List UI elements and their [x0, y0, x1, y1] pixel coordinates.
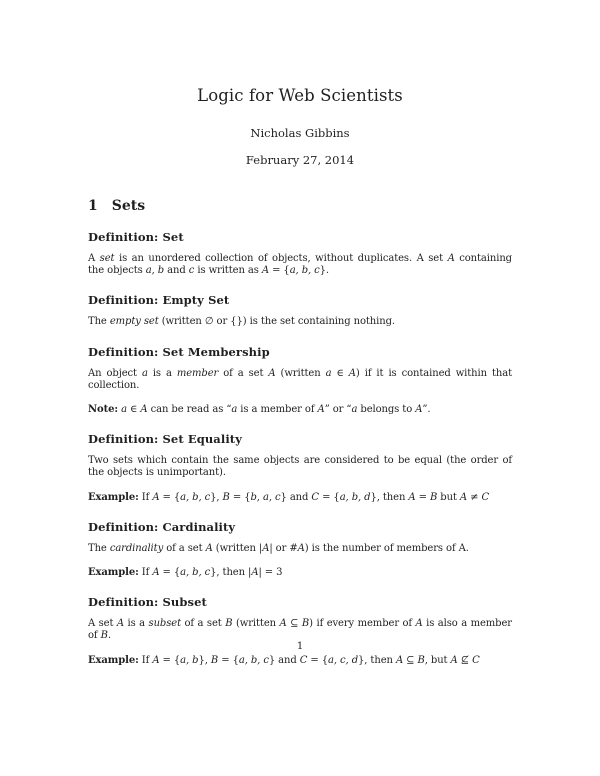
- definition-heading: Definition: Empty Set: [88, 293, 230, 308]
- definition-heading: Definition: Cardinality: [88, 519, 236, 534]
- section-title: Sets: [111, 198, 146, 214]
- definition-paragraph: A set A is a subset of a set B (written A ⊆ B) if every member of A is also a member of B.: [88, 618, 512, 642]
- definition-paragraph: A set is an unordered collection of objects, without duplicates. A set A containing the objects a, b and c is written as A = {a, b, c}.: [88, 253, 512, 277]
- page-number: 1: [296, 641, 304, 652]
- document-title: Logic for Web Scientists: [197, 86, 403, 105]
- document-date: February 27, 2014: [245, 153, 355, 167]
- definition-block-empty-set: [88, 293, 512, 328]
- definition-paragraph: An object a is a member of a set A (written a ∈ A) if it is contained within that collection.: [88, 367, 513, 391]
- document-content: [88, 0, 512, 667]
- definition-block-subset: [88, 595, 512, 667]
- definition-heading: Definition: Set Membership: [88, 344, 270, 359]
- definition-block-set-equality: [88, 432, 512, 504]
- definition-block-set-membership: [88, 345, 512, 417]
- example-paragraph: Example: If A = {a, b}, B = {a, b, c} and C = {a, c, d}, then A ⊆ B, but A ⊈ C: [88, 654, 480, 666]
- note-paragraph: Note: a ∈ A can be read as “a is a member of A” or “a belongs to A”.: [88, 404, 431, 416]
- definition-block-cardinality: [88, 520, 512, 579]
- section-heading-sets: [88, 198, 512, 214]
- example-paragraph: Example: If A = {a, b, c}, B = {b, a, c} and C = {a, b, d}, then A = B but A ≠ C: [88, 491, 490, 503]
- definition-heading: Definition: Set: [88, 230, 184, 244]
- definition-heading: Definition: Subset: [88, 595, 207, 610]
- definition-heading: Definition: Set Equality: [88, 432, 242, 447]
- definition-paragraph: Two sets which contain the same objects are considered to be equal (the order of the objects is unimportant).: [88, 455, 512, 479]
- example-paragraph: Example: If A = {a, b, c}, then |A| = 3: [88, 567, 283, 579]
- definition-block-set: [88, 230, 512, 277]
- document-author: Nicholas Gibbins: [250, 126, 350, 140]
- definition-paragraph: The empty set (written ∅ or {}) is the set containing nothing.: [88, 316, 395, 328]
- definition-paragraph: The cardinality of a set A (written |A| or #A) is the number of members of A.: [88, 542, 469, 554]
- section-number: 1: [88, 198, 98, 214]
